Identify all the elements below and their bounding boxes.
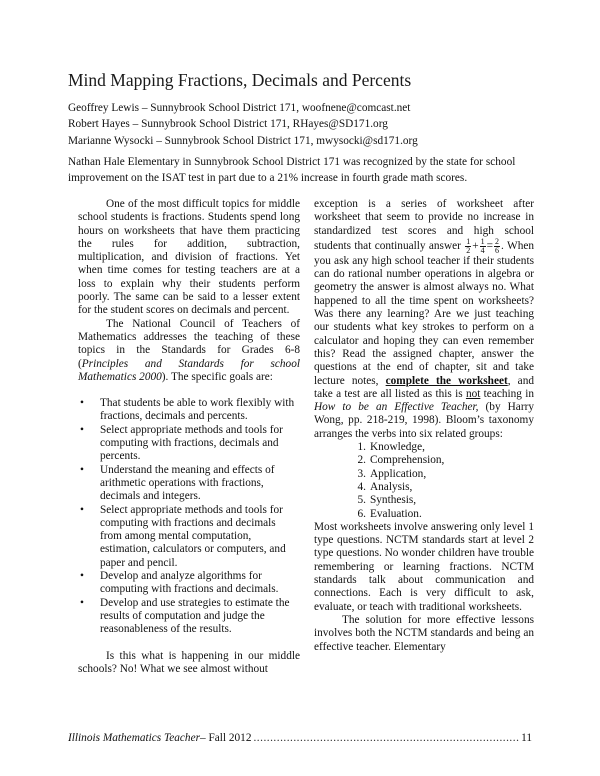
- list-item: 3. Application,: [357, 467, 427, 480]
- intro-paragraph: Nathan Hale Elementary in Sunnybrook School District 171 was recognized by the state for school improvement on the ISAT test in part due to a 21% increase in fourth grade math scores.: [68, 156, 516, 184]
- author-list: [68, 100, 418, 149]
- page-footer: [68, 732, 532, 744]
- paragraph: Most worksheets involve answering only level 1 type questions. NCTM standards start at level 2 type questions. No wonder children have trouble remembering or learning fractions. NCTM standards talk about communication and connections. Each is very difficult to ask, evaluate, or teach with traditional worksheets.: [314, 520, 534, 613]
- list-item: 4. Analysis,: [357, 480, 413, 493]
- emphasis-text: complete the worksheet: [385, 374, 508, 387]
- bullet-icon: •: [80, 397, 84, 410]
- text-run: , and take a test are all listed as this is: [314, 374, 534, 400]
- paragraph: One of the most difficult topics for middle school students is fractions. Students spend long hours on worksheets that have them practicing the rules for addition, subtraction, multiplication, and division of fractions. Yet when time comes for testing teachers are at a loss to explain why their students perform poorly. The same can be said to a lesser extent for the student scores on decimals and percent.: [78, 198, 300, 317]
- goals-list: [78, 397, 300, 636]
- page-number: 11: [521, 732, 532, 744]
- list-item: • Develop and analyze algorithms for computing with fractions and decimals.: [80, 570, 279, 596]
- bloom-list: [314, 441, 534, 521]
- underlined-text: not: [465, 387, 481, 400]
- bullet-icon: •: [80, 596, 84, 609]
- text-run: When you ask any high school teacher if their students can do rational number operations in algebra or geometry the answer is almost always no. What happened to all the time spent on worksheets? Was there any learning? Are we just teaching our students what key strokes to perform on a calculator and hoping they can even remember this? Read the assigned chapter, answer the questions at the end of chapter, sit and take lecture notes,: [314, 239, 535, 387]
- list-item: • That students be able to work flexibly with fractions, decimals and percents.: [80, 397, 295, 423]
- right-column: [314, 198, 534, 654]
- text-run: teaching in: [483, 387, 535, 400]
- issue-label: – Fall 2012: [200, 732, 252, 744]
- equals-sign: =: [486, 239, 494, 252]
- text-run: (by Harry Wong, pp. 218-219, 1998). Bloom’s taxonomy arranges the verbs into six related groups:: [314, 401, 534, 440]
- list-item: • Select appropriate methods and tools for computing with fractions and decimals from among mental computation, estimation, calculators or computers, and paper and pencil.: [80, 503, 286, 569]
- list-item: 5. Synthesis,: [357, 494, 417, 507]
- paragraph: exception is a series of worksheet after worksheet that seem to provide no increase in standardized test scores and high school students that continually answer $\frac{1}{2}$ + $\frac{1}{4}$ = $\frac{2}{6}$ . When you ask any high school teacher if their students can do rational number operations in algebra or geometry the answer is almost always no. What happened to all the time spent on worksheets? Was there any learning? Are we just teaching our students what key strokes to perform on a calculator and hoping they can even remember this? Read the assigned chapter, answer the questions at the end of chapter, sit and take lecture notes, complete the worksheet, and take a test are all listed as this is not teaching in How to be an Effective Teacher, (by Harry Wong, pp. 218-219, 1998). Bloom’s taxonomy arranges the verbs into six related groups:: [314, 198, 535, 440]
- citation-italic: Principles and Standards for school Mathematics 2000: [78, 357, 300, 383]
- list-item: 2. Comprehension,: [357, 454, 445, 467]
- text-run: exception is a series of worksheet after worksheet that seem to provide no increase in standardized test scores and high school students that continually answer: [314, 198, 534, 252]
- fraction: $\frac{1}{2}$: [466, 236, 471, 255]
- author-line: Marianne Wysocki – Sunnybrook School District 171, mwysocki@sd171.org: [68, 134, 418, 147]
- text-run: The National Council of Teachers of Mathematics addresses the teaching of these topics in the Standards for Grades 6-8 (: [78, 317, 300, 370]
- article-title: Mind Mapping Fractions, Decimals and Percents: [68, 70, 412, 90]
- list-item: • Understand the meaning and effects of arithmetic operations with fractions, decimals and integers.: [80, 463, 275, 503]
- text-run: ). The specific goals are:: [161, 370, 273, 383]
- author-line: Geoffrey Lewis – Sunnybrook School District 171, woofnene@comcast.net: [68, 102, 411, 114]
- list-item: • Develop and use strategies to estimate the results of computation and judge the reasonableness of the results.: [80, 596, 290, 636]
- list-item: 1. Knowledge,: [357, 441, 425, 454]
- journal-name: Illinois Mathematics Teacher: [68, 732, 200, 744]
- paragraph: Is this what is happening in our middle schools? No! What we see almost without: [78, 649, 300, 675]
- fraction: $\frac{1}{4}$: [480, 236, 485, 255]
- plus-sign: +: [472, 239, 479, 252]
- list-item: • Select appropriate methods and tools for computing with fractions, decimals and percents.: [80, 423, 283, 463]
- author-line: Robert Hayes – Sunnybrook School District 171, RHayes@SD171.org: [68, 118, 388, 131]
- bullet-icon: •: [80, 463, 84, 476]
- left-column: [78, 198, 300, 676]
- paragraph: [78, 318, 300, 384]
- bullet-icon: •: [80, 570, 84, 583]
- bullet-icon: •: [80, 423, 84, 436]
- paragraph: The solution for more effective lessons involves both the NCTM standards and being an effective teacher. Elementary: [314, 613, 534, 653]
- list-item: 6. Evaluation.: [357, 507, 422, 520]
- dot-leader: [253, 732, 519, 744]
- bullet-icon: •: [80, 503, 84, 516]
- book-title-italic: How to be an Effective Teacher,: [314, 401, 479, 414]
- fraction: $\frac{2}{6}$: [495, 236, 500, 255]
